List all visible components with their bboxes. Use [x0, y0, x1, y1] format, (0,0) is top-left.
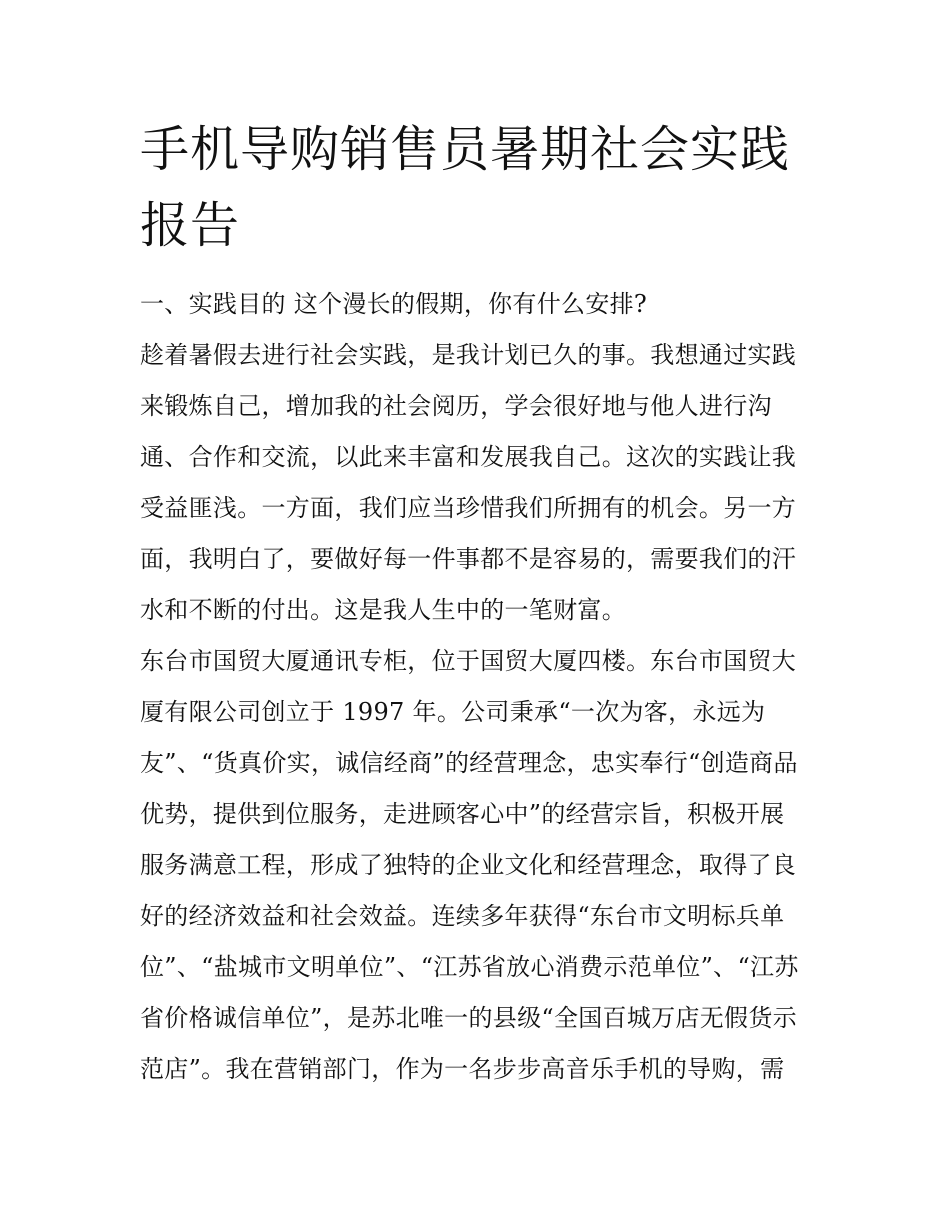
title-line-1: 手机导购销售员暑期社会实践: [140, 121, 791, 178]
text-line: 东台市国贸大厦通讯专柜，位于国贸大厦四楼。东台市国贸大: [140, 647, 797, 675]
document-title: [140, 112, 820, 264]
text-line: 省价格诚信单位”，是苏北唯一的县级“全国百城万店无假货示: [140, 1004, 797, 1032]
title-line-2: 报告: [140, 197, 241, 254]
text-line: 服务满意工程，形成了独特的企业文化和经营理念，取得了良: [140, 851, 797, 879]
text-line: 趁着暑假去进行社会实践，是我计划已久的事。我想通过实践: [140, 341, 797, 369]
text-line: 通、合作和交流，以此来丰富和发展我自己。这次的实践让我: [140, 443, 797, 471]
text-line: 面，我明白了，要做好每一件事都不是容易的，需要我们的汗: [140, 545, 797, 573]
text-line: 水和不断的付出。这是我人生中的一笔财富。: [140, 596, 626, 624]
text-line: 来锻炼自己，增加我的社会阅历，学会很好地与他人进行沟: [140, 392, 772, 420]
text-line: 优势，提供到位服务，走进顾客心中”的经营宗旨，积极开展: [140, 800, 785, 828]
text-line: 范店”。我在营销部门，作为一名步步高音乐手机的导购，需: [140, 1055, 785, 1083]
text-line: 位”、“盐城市文明单位”、“江苏省放心消费示范单位”、“江苏: [140, 953, 799, 981]
text-line: 友”、“货真价实，诚信经商”的经营理念，忠实奉行“创造商品: [140, 749, 798, 777]
document-body: [140, 279, 830, 1095]
text-line: 受益匪浅。一方面，我们应当珍惜我们所拥有的机会。另一方: [140, 494, 797, 522]
text-line: 好的经济效益和社会效益。连续多年获得“东台市文明标兵单: [140, 902, 785, 930]
text-line: 一、实践目的 这个漫长的假期，你有什么安排?: [140, 290, 648, 318]
text-line: 厦有限公司创立于 1997 年。公司秉承“一次为客，永远为: [140, 698, 766, 726]
